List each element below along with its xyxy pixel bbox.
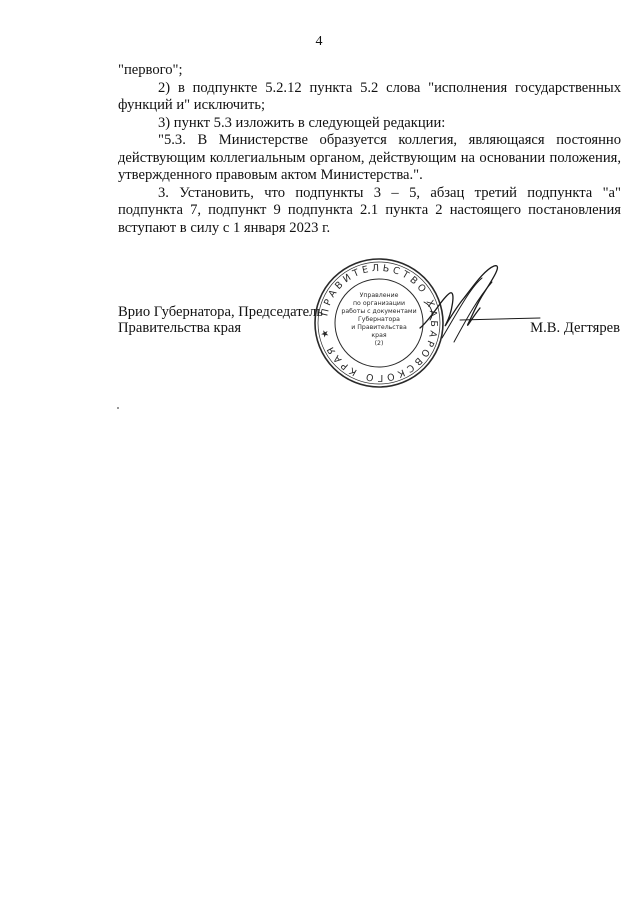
signatory-position	[118, 305, 323, 336]
svg-text:(2): (2)	[374, 340, 384, 347]
page-number: 4	[315, 34, 323, 49]
svg-text:работы с документами: работы с документами	[341, 308, 417, 315]
paragraph-clause-3: 3. Установить, что подпункты 3 – 5, абзац третий подпункта "а" подпункта 7, подпункт 9 подпункта 2.1 пункта 2 настоящего постановления вступают в силу с 1 января 2023 г.	[118, 184, 621, 236]
document-body	[118, 62, 621, 237]
signatory-position-line-2: Правительства края	[118, 319, 242, 336]
svg-text:по организации: по организации	[353, 300, 405, 307]
paragraph-continuation: "первого";	[118, 62, 183, 78]
scan-speck	[117, 407, 119, 409]
svg-text:края: края	[371, 332, 387, 339]
svg-text:Губернатора: Губернатора	[358, 316, 400, 323]
signatory-position-line-1: Врио Губернатора, Председатель	[118, 304, 324, 320]
handwritten-signature	[412, 258, 542, 353]
signatory-name: М.В. Дегтярев	[530, 320, 620, 336]
paragraph-quote-5-3: "5.3. В Министерстве образуется коллегия, являющаяся постоянно действующим коллегиальным органом, действующим на основании положения, утвержденного правовым актом Министерства.".	[118, 132, 621, 183]
svg-text:и Правительства: и Правительства	[351, 324, 407, 331]
svg-text:Управление: Управление	[359, 292, 399, 299]
paragraph-item-2: 2) в подпункте 5.2.12 пункта 5.2 слова "исполнения государственных функций и" исключить;	[118, 79, 621, 113]
svg-text:ПРАВИТЕЛЬСТВО ХАБАРОВСКОГО КРА: ПРАВИТЕЛЬСТВО ХАБАРОВСКОГО КРАЯ ★	[318, 262, 440, 384]
paragraph-item-3: 3) пункт 5.3 изложить в следующей редакции:	[158, 114, 446, 131]
